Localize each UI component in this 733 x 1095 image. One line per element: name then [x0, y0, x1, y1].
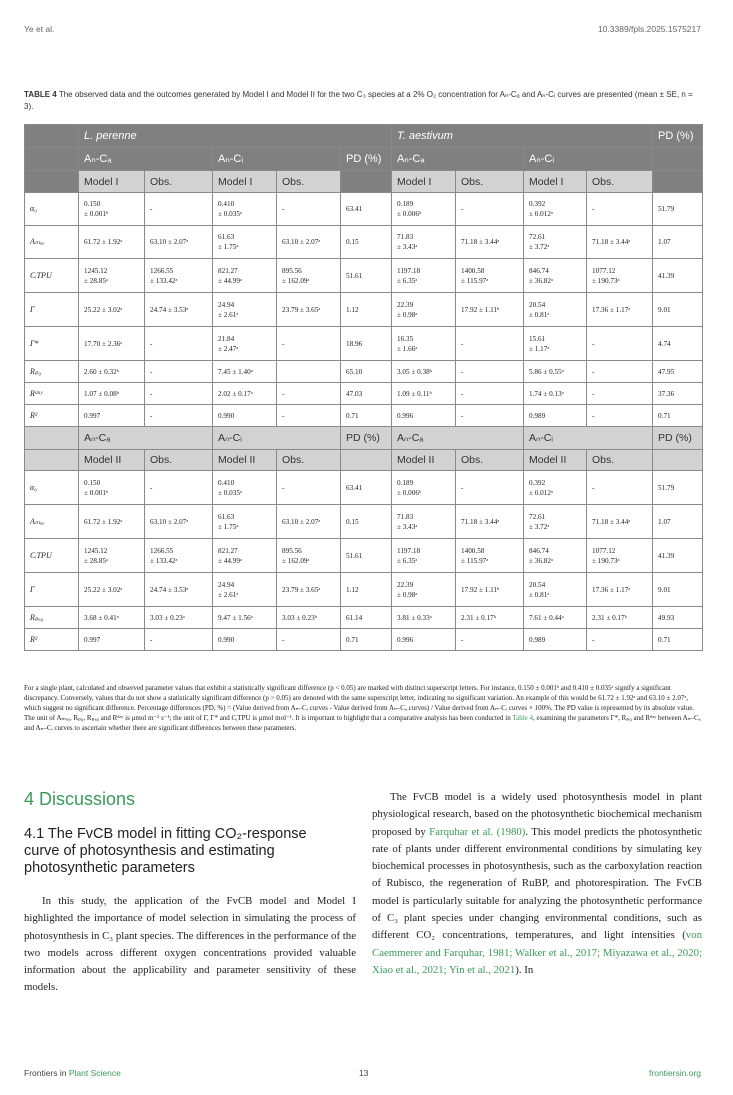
blank-cell: [653, 450, 703, 471]
table-cell: 3.81 ± 0.33ᵃ: [392, 607, 456, 629]
table-cell: -: [145, 629, 213, 651]
table-cell: 2.60 ± 0.32ᵇ: [79, 361, 145, 383]
obs-header: Obs.: [145, 171, 213, 193]
table-cell: 0.392 ± 0.012ᵃ: [524, 193, 587, 226]
table-cell: 71.83 ± 3.43ᵃ: [392, 505, 456, 539]
table-cell: 47.95: [653, 361, 703, 383]
table-cell: 1245.12 ± 28.85ᵃ: [79, 539, 145, 573]
table-cell: 20.54 ± 0.81ᵃ: [524, 293, 587, 327]
caption-text: The observed data and the outcomes generated by Model I and Model II for the two C₃ species at a 2% O₂ concentration for Aₙ-Cₐ and Aₙ-Cᵢ curves are presented (mean ± SE, n = 3).: [24, 90, 693, 111]
table-cell: 71.18 ± 3.44ᵃ: [456, 226, 524, 259]
table-cell: 1.07: [653, 226, 703, 259]
table-cell: -: [587, 383, 653, 405]
table-cell: 0.996: [392, 629, 456, 651]
table-cell: -: [145, 361, 213, 383]
table-cell: 0.189 ± 0.006ᵇ: [392, 193, 456, 226]
paragraph-1: In this study, the application of the FvCB model and Model I highlighted the importance of model selection in simulating the process of photosynthesis in C₃ plant species. The differences in the performance of the two models across different oxygen concentrations provided valuable information about the applicability and parameter sensitivity of these models.: [24, 895, 356, 994]
table-cell: 17.36 ± 1.17ᵃ: [587, 573, 653, 607]
row-label: Rₚₐ₀: [25, 607, 79, 629]
table-cell: -: [456, 405, 524, 427]
table-cell: 1197.18 ± 6.35ᵃ: [392, 259, 456, 293]
table-cell: 71.83 ± 3.43ᵃ: [392, 226, 456, 259]
model-header: Model II: [79, 450, 145, 471]
table-cell: 41.39: [653, 259, 703, 293]
table-cell: 846.74 ± 36.82ᵃ: [524, 539, 587, 573]
table-cell: 61.72 ± 1.92ᵃ: [79, 226, 145, 259]
table-cell: 3.03 ± 0.23ᵃ: [145, 607, 213, 629]
table-cell: -: [277, 471, 341, 505]
table-cell: 23.79 ± 3.65ᵃ: [277, 573, 341, 607]
table-row: [25, 405, 703, 427]
para2-text-a: The FvCB model is a widely used photosynthesis model in plant physiological research, based on the photosynthetic biochemical mechanism proposed by: [372, 791, 702, 838]
table-cell: 895.56 ± 162.09ᵃ: [277, 539, 341, 573]
table-cell: 4.74: [653, 327, 703, 361]
table-body: [25, 125, 703, 651]
table-row: [25, 293, 703, 327]
table-cell: 72.61 ± 3.72ᵃ: [524, 226, 587, 259]
footer-journal: Frontiers in Plant Science: [24, 1068, 121, 1078]
table-cell: -: [145, 193, 213, 226]
footnote-text: For a single plant, calculated and observed parameter values that exhibit a statistically significant difference (p < 0.05) are marked with distinct superscript letters. For instance, 0.150 ± 0.001ᵇ and 0.410 ± 0.035ᵃ signify a significant discrepancy. Conversely, values that do not show a statistically significant difference (p > 0.05) are denoted with the same superscript letter, indicating no significant variation. An example of this would be 61.72 ± 1.92ᵃ and 63.10 ± 2.07ᵃ, which suggest no significant difference. Percentage differences (PD, %) = (Value derived from Aₙ–Cᵢ curves - Value derived from Aₙ–Cₐ curves) / Value derived from Aₙ–Cᵢ curves × 100%. The PD value is represented by its absolute value. The unit of Aₘₐₓ, Rₚ₀, Rₚₐ₀ and Rᵈᵃʸ is μmol m⁻² s⁻¹; the unit of Γ, Γ* and CᵢTPU is μmol mol⁻¹. It is important to highlight that a comparative analysis has been conducted in: [24, 684, 695, 722]
paragraph-2: [372, 789, 702, 979]
table-cell: 63.10 ± 2.07ᵃ: [145, 226, 213, 259]
row-label: R²: [25, 405, 79, 427]
page-footer: [24, 1068, 701, 1078]
table-row: [25, 259, 703, 293]
blank-cell: [341, 450, 392, 471]
pd-header: PD (%): [653, 427, 703, 450]
pd-header: PD (%): [341, 148, 392, 171]
curve-header: Aₙ-Cₐ: [392, 427, 524, 450]
table-cell: 65.10: [341, 361, 392, 383]
table-cell: 0.990: [213, 629, 277, 651]
table-cell: 63.10 ± 2.07ᵃ: [145, 505, 213, 539]
row-label: Rₚ₀: [25, 361, 79, 383]
model-header: Model I: [79, 171, 145, 193]
curve-header: Aₙ-Cᵢ: [524, 148, 653, 171]
table-row: [25, 505, 703, 539]
table-cell: -: [277, 629, 341, 651]
table-cell: -: [456, 629, 524, 651]
table-cell: 72.61 ± 3.72ᵃ: [524, 505, 587, 539]
table-row: [25, 471, 703, 505]
table-cell: -: [456, 383, 524, 405]
table-cell: -: [145, 405, 213, 427]
table-cell: -: [456, 193, 524, 226]
table-4-link[interactable]: Table 4: [512, 714, 534, 722]
table-cell: 71.18 ± 3.44ᵃ: [456, 505, 524, 539]
blank-cell: [25, 148, 79, 171]
table-footnote: [24, 683, 702, 733]
table-cell: -: [145, 471, 213, 505]
table-cell: -: [587, 405, 653, 427]
table-cell: 0.989: [524, 629, 587, 651]
table-cell: 24.94 ± 2.61ᵃ: [213, 293, 277, 327]
table-row: [25, 193, 703, 226]
blank-cell: [25, 450, 79, 471]
table-cell: 17.92 ± 1.11ᵇ: [456, 293, 524, 327]
results-table: [24, 124, 703, 651]
row-label: Γ: [25, 293, 79, 327]
table-cell: 41.39: [653, 539, 703, 573]
subsection-title: 4.1 The FvCB model in fitting CO₂-response curve of photosynthesis and estimating photosynthetic parameters: [24, 826, 307, 876]
table-row: [25, 607, 703, 629]
table-cell: 821.27 ± 44.99ᵃ: [213, 259, 277, 293]
obs-header: Obs.: [145, 450, 213, 471]
table-cell: 61.63 ± 1.75ᵃ: [213, 505, 277, 539]
table-cell: -: [587, 629, 653, 651]
table-cell: 3.05 ± 0.38ᵇ: [392, 361, 456, 383]
table-cell: 49.93: [653, 607, 703, 629]
header-row: [25, 427, 703, 450]
blank-cell: [25, 171, 79, 193]
blank-cell: [341, 171, 392, 193]
curve-header: Aₙ-Cᵢ: [213, 427, 341, 450]
table-cell: 17.70 ± 2.36ᵃ: [79, 327, 145, 361]
table-cell: 25.22 ± 3.02ᵃ: [79, 573, 145, 607]
header-doi: 10.3389/fpls.2025.1575217: [597, 24, 701, 34]
row-label: Rᵈᵃʸ: [25, 383, 79, 405]
table-cell: 0.990: [213, 405, 277, 427]
table-cell: 0.71: [653, 405, 703, 427]
curve-header: Aₙ-Cₐ: [79, 148, 213, 171]
obs-header: Obs.: [277, 171, 341, 193]
table-cell: 47.03: [341, 383, 392, 405]
table-row: [25, 361, 703, 383]
table-cell: 1.09 ± 0.11ᵇ: [392, 383, 456, 405]
table-row: [25, 539, 703, 573]
table-cell: 2.02 ± 0.17ᵃ: [213, 383, 277, 405]
table-cell: 71.18 ± 3.44ᵃ: [587, 226, 653, 259]
row-label: CᵢTPU: [25, 259, 79, 293]
pd-header: PD (%): [653, 125, 703, 148]
header-row: [25, 125, 703, 148]
table-cell: 895.56 ± 162.09ᵃ: [277, 259, 341, 293]
obs-header: Obs.: [456, 450, 524, 471]
table-cell: 1.07 ± 0.08ᵇ: [79, 383, 145, 405]
table-cell: -: [277, 193, 341, 226]
table-cell: 23.79 ± 3.65ᵃ: [277, 293, 341, 327]
table-cell: 18.96: [341, 327, 392, 361]
table-cell: 25.22 ± 3.02ᵃ: [79, 293, 145, 327]
table-cell: -: [145, 327, 213, 361]
table-cell: -: [456, 327, 524, 361]
table-cell: 63.41: [341, 193, 392, 226]
row-label: α₀: [25, 193, 79, 226]
table-cell: 51.79: [653, 471, 703, 505]
table-cell: 7.61 ± 0.44ᵃ: [524, 607, 587, 629]
table-cell: 51.61: [341, 259, 392, 293]
row-label: Aₘₐₓ: [25, 226, 79, 259]
table-cell: 15.61 ± 1.17ᵃ: [524, 327, 587, 361]
row-label: CᵢTPU: [25, 539, 79, 573]
pd-header: PD (%): [341, 427, 392, 450]
table-cell: 1.74 ± 0.13ᵃ: [524, 383, 587, 405]
table-cell: -: [587, 193, 653, 226]
journal-link[interactable]: Plant Science: [68, 1068, 121, 1078]
model-header: Model I: [524, 171, 587, 193]
row-label: Aₘₐₓ: [25, 505, 79, 539]
table-cell: 0.15: [341, 226, 392, 259]
table-cell: 846.74 ± 36.82ᵃ: [524, 259, 587, 293]
table-row: [25, 226, 703, 259]
table-cell: -: [456, 471, 524, 505]
table-cell: 0.410 ± 0.035ᵃ: [213, 471, 277, 505]
table-cell: 0.71: [341, 405, 392, 427]
table-cell: 1197.18 ± 6.35ᵃ: [392, 539, 456, 573]
table-cell: 1077.12 ± 190.73ᵃ: [587, 539, 653, 573]
table-cell: 0.392 ± 0.012ᵃ: [524, 471, 587, 505]
table-cell: 63.41: [341, 471, 392, 505]
table-label: TABLE 4: [24, 90, 57, 99]
table-cell: 3.68 ± 0.41ᵃ: [79, 607, 145, 629]
table-cell: 1266.55 ± 133.42ᵃ: [145, 259, 213, 293]
table-cell: 0.989: [524, 405, 587, 427]
para2-text-b: . This model predicts the photosynthetic rate of plants under different environmental conditions by simulating key biochemical processes in photosynthesis, such as the carboxylation reaction of Rubisco, the regeneration of RuBP, and photorespiration. The FvCB model is particularly suitable for analyzing the photosynthetic performance of C₃ plant species under changing environmental conditions, such as different CO₂ concentrations, temperatures, and light intensities (: [372, 825, 703, 942]
curve-header: Aₙ-Cₐ: [392, 148, 524, 171]
table-row: [25, 629, 703, 651]
table-cell: 16.35 ± 1.66ᵃ: [392, 327, 456, 361]
blank-cell: [25, 427, 79, 450]
table-cell: -: [456, 361, 524, 383]
table-cell: -: [587, 327, 653, 361]
table-cell: 0.997: [79, 629, 145, 651]
table-cell: 51.79: [653, 193, 703, 226]
table-cell: -: [145, 383, 213, 405]
table-cell: 3.03 ± 0.23ᵇ: [277, 607, 341, 629]
model-header: Model II: [524, 450, 587, 471]
table-cell: -: [277, 405, 341, 427]
table-cell: -: [277, 383, 341, 405]
table-cell: -: [587, 471, 653, 505]
table-cell: 1400.58 ± 115.97ᵃ: [456, 539, 524, 573]
table-row: [25, 573, 703, 607]
table-cell: 1.12: [341, 293, 392, 327]
table-cell: 22.39 ± 0.98ᵃ: [392, 293, 456, 327]
obs-header: Obs.: [587, 450, 653, 471]
curve-header: Aₙ-Cᵢ: [213, 148, 341, 171]
table-cell: 2.31 ± 0.17ᵇ: [456, 607, 524, 629]
table-cell: 24.74 ± 3.53ᵃ: [145, 573, 213, 607]
table-cell: 0.996: [392, 405, 456, 427]
running-header: [24, 24, 701, 34]
row-label: Γ*: [25, 327, 79, 361]
curve-header: Aₙ-Cᵢ: [524, 427, 653, 450]
table-cell: 821.27 ± 44.99ᵃ: [213, 539, 277, 573]
table-cell: 61.14: [341, 607, 392, 629]
curve-header: Aₙ-Cₐ: [79, 427, 213, 450]
header-row: [25, 171, 703, 193]
obs-header: Obs.: [456, 171, 524, 193]
blank-cell: [653, 148, 703, 171]
table-cell: 0.997: [79, 405, 145, 427]
row-label: Γ: [25, 573, 79, 607]
header-authors: Ye et al.: [24, 24, 55, 34]
table-cell: 63.10 ± 2.07ᵃ: [277, 226, 341, 259]
table-cell: 37.36: [653, 383, 703, 405]
row-label: α₀: [25, 471, 79, 505]
table-row: [25, 383, 703, 405]
species-header: T. aestivum: [392, 125, 653, 148]
table-row: [25, 327, 703, 361]
section-title: 4 Discussions: [24, 789, 136, 809]
header-row: [25, 148, 703, 171]
table-cell: 0.189 ± 0.006ᵇ: [392, 471, 456, 505]
model-header: Model II: [392, 450, 456, 471]
model-header: Model I: [213, 171, 277, 193]
table-cell: 22.39 ± 0.98ᵃ: [392, 573, 456, 607]
table-cell: 1245.12 ± 28.85ᵃ: [79, 259, 145, 293]
site-link[interactable]: frontiersin.org: [649, 1068, 701, 1078]
page-number: 13: [359, 1068, 369, 1078]
table-cell: 1400.58 ± 115.97ᵃ: [456, 259, 524, 293]
table-cell: 1077.12 ± 190.73ᵃ: [587, 259, 653, 293]
table-cell: 61.72 ± 1.92ᵃ: [79, 505, 145, 539]
table-cell: 71.18 ± 3.44ᵃ: [587, 505, 653, 539]
table-cell: 17.36 ± 1.17ᵃ: [587, 293, 653, 327]
table-cell: 21.84 ± 2.47ᵃ: [213, 327, 277, 361]
table-cell: 9.01: [653, 293, 703, 327]
species-header: L. perenne: [79, 125, 392, 148]
table-cell: 20.54 ± 0.81ᵃ: [524, 573, 587, 607]
model-header: Model I: [392, 171, 456, 193]
table-cell: 17.92 ± 1.11ᵇ: [456, 573, 524, 607]
table-cell: 0.150 ± 0.001ᵇ: [79, 193, 145, 226]
table-cell: [277, 361, 341, 383]
table-cell: 1266.55 ± 133.42ᵃ: [145, 539, 213, 573]
table-cell: 7.45 ± 1.40ᵃ: [213, 361, 277, 383]
blank-cell: [25, 125, 79, 148]
table-cell: 9.47 ± 1.56ᵃ: [213, 607, 277, 629]
table-cell: -: [587, 361, 653, 383]
refs-links[interactable]: von Caemmerer and Farquhar, 1981; Walker et al., 2017; Miyazawa et al., 2020; Xiao et al., 2021; Yin et al., 2021: [372, 929, 702, 976]
table-cell: 0.15: [341, 505, 392, 539]
table-cell: 9.01: [653, 573, 703, 607]
table-cell: 0.71: [341, 629, 392, 651]
footnote-text-end: , examining the parameters Γ*, Rₚ₀ and Rᵈᵃʸ between Aₙ–Cₐ and Aₙ–Cᵢ curves to ascertain whether there are significant differences between these parameters.: [24, 714, 701, 732]
table-cell: 5.86 ± 0.55ᵃ: [524, 361, 587, 383]
table-cell: 1.12: [341, 573, 392, 607]
header-row: [25, 450, 703, 471]
para2-text-c: ). In: [515, 963, 534, 976]
table-cell: -: [277, 327, 341, 361]
table-cell: 0.410 ± 0.035ᵃ: [213, 193, 277, 226]
table-cell: 0.150 ± 0.001ᵇ: [79, 471, 145, 505]
ref-farquhar-link[interactable]: Farquhar et al. (1980): [429, 825, 526, 838]
obs-header: Obs.: [277, 450, 341, 471]
table-cell: 1.07: [653, 505, 703, 539]
table-caption: [24, 89, 704, 113]
table-cell: 24.94 ± 2.61ᵃ: [213, 573, 277, 607]
model-header: Model II: [213, 450, 277, 471]
row-label: R²: [25, 629, 79, 651]
table-cell: 2.31 ± 0.17ᵇ: [587, 607, 653, 629]
table-cell: 63.10 ± 2.07ᵃ: [277, 505, 341, 539]
table-cell: 24.74 ± 3.53ᵃ: [145, 293, 213, 327]
table-cell: 0.71: [653, 629, 703, 651]
blank-cell: [653, 171, 703, 193]
table-cell: 61.63 ± 1.75ᵃ: [213, 226, 277, 259]
obs-header: Obs.: [587, 171, 653, 193]
table-cell: 51.61: [341, 539, 392, 573]
